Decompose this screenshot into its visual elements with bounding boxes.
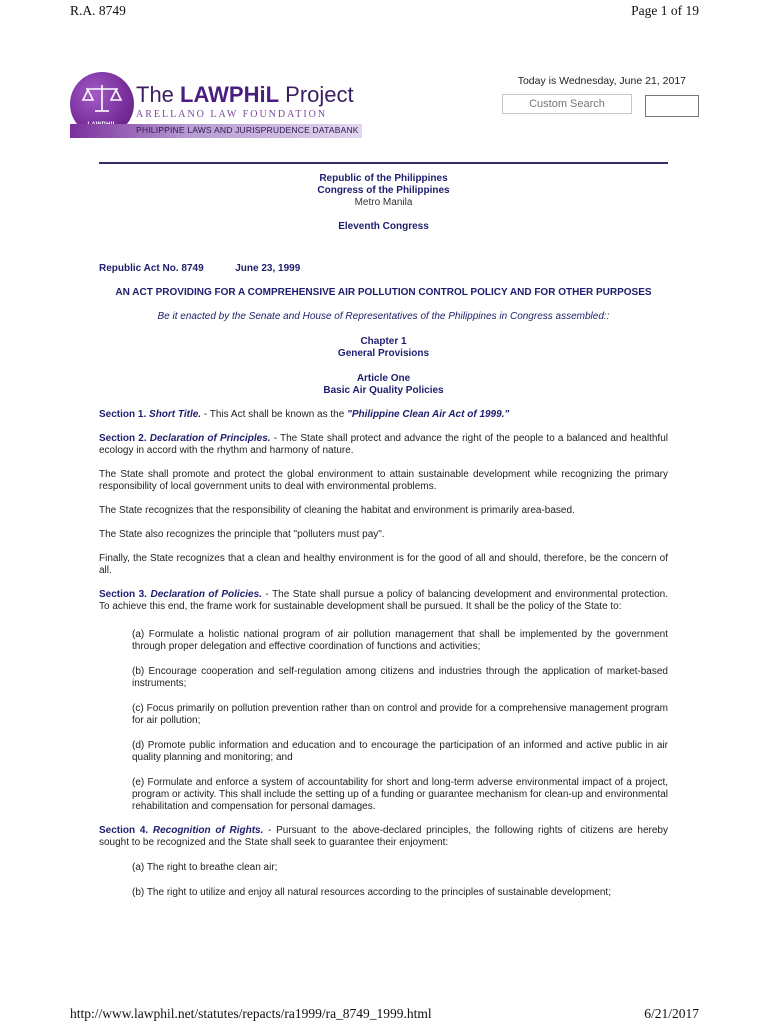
document-body — [99, 173, 668, 899]
search-button[interactable] — [645, 95, 699, 117]
congress-session: Eleventh Congress — [338, 221, 429, 232]
print-header-title: R.A. 8749 — [70, 3, 126, 18]
paragraph: Finally, the State recognizes that a clean and healthy environment is for the good of all and should, therefore, be the concern of all. — [99, 553, 668, 576]
metro-line: Metro Manila — [354, 197, 413, 208]
list-item: (a) The right to breathe clean air; — [132, 862, 278, 873]
header-divider — [99, 162, 668, 164]
paragraph: The State also recognizes the principle that "polluters must pay". — [99, 529, 385, 540]
print-footer-date: 6/21/2017 — [644, 1006, 699, 1021]
act-number-line — [99, 263, 668, 275]
chapter-number: Chapter 1 — [360, 336, 407, 347]
enacting-clause: Be it enacted by the Senate and House of Representatives of the Philippines in Congress assembled:: — [157, 311, 610, 322]
print-footer — [0, 1006, 768, 1024]
republic-line: Republic of the Philippines — [319, 173, 448, 184]
act-date: June 23, 1999 — [235, 263, 301, 274]
section-4: Section 4. Recognition of Rights. - Pursuant to the above-declared principles, the following rights of citizens are hereby sought to be recognized and the State shall seek to guarantee their enjoyment: — [99, 825, 668, 848]
act-title: AN ACT PROVIDING FOR A COMPREHENSIVE AIR POLLUTION CONTROL POLICY AND FOR OTHER PURPOSES — [115, 287, 652, 298]
section-2: Section 2. Declaration of Principles. - The State shall protect and advance the right of the people to a balanced and healthful ecology in accord with the rhythm and harmony of nature. — [99, 433, 668, 456]
section-3: Section 3. Declaration of Policies. - The State shall pursue a policy of balancing development and environmental protection. To achieve this end, the frame work for sustainable development shall be pursued. It shall be the policy of the State to: — [99, 589, 668, 612]
site-subtitle: ARELLANO LAW FOUNDATION — [136, 109, 328, 120]
custom-search-input[interactable] — [502, 94, 632, 114]
congress-line: Congress of the Philippines — [317, 185, 450, 196]
today-date: Today is Wednesday, June 21, 2017 — [517, 75, 686, 87]
list-item: (d) Promote public information and education and to encourage the participation of an informed and active public in air quality planning and monitoring; and — [132, 740, 668, 763]
lawphil-logo[interactable] — [70, 72, 362, 138]
print-header — [0, 3, 768, 21]
chapter-title: General Provisions — [337, 348, 430, 359]
print-header-page: Page 1 of 19 — [631, 3, 699, 18]
masthead — [70, 70, 702, 140]
paragraph: The State recognizes that the responsibility of cleaning the habitat and environment is primarily area-based. — [99, 505, 575, 516]
act-number: Republic Act No. 8749 — [99, 263, 204, 274]
print-footer-url[interactable]: http://www.lawphil.net/statutes/repacts/ra1999/ra_8749_1999.html — [70, 1006, 432, 1021]
list-item: (a) Formulate a holistic national program of air pollution management that shall be implemented by the government through proper delegation and effective coordination of functions and activities; — [132, 629, 668, 652]
site-title: The LAWPHiL Project — [136, 82, 354, 107]
article-number: Article One — [356, 373, 411, 384]
paragraph: The State shall promote and protect the global environment to attain sustainable development while recognizing the primary responsibility of local government units to deal with environmental problems. — [99, 469, 668, 492]
list-item: (b) Encourage cooperation and self-regulation among citizens and industries through the application of market-based instruments; — [132, 666, 668, 689]
list-item: (b) The right to utilize and enjoy all natural resources according to the principles of sustainable development; — [132, 887, 611, 898]
list-item: (e) Formulate and enforce a system of accountability for short and long-term adverse environmental impact of a project, program or activity. This shall include the setting up of a funding or guarantee mechanism for clean-up and environmental rehabilitation and compensation for personal damages. — [132, 777, 668, 812]
site-tagline-bar: PHILIPPINE LAWS AND JURISPRUDENCE DATABANK — [70, 124, 362, 138]
section-1: Section 1. Short Title. - This Act shall be known as the "Philippine Clean Air Act of 1999." — [99, 409, 510, 420]
article-title: Basic Air Quality Policies — [323, 385, 444, 396]
list-item: (c) Focus primarily on pollution prevention rather than on control and provide for a comprehensive management program for air pollution; — [132, 703, 668, 726]
